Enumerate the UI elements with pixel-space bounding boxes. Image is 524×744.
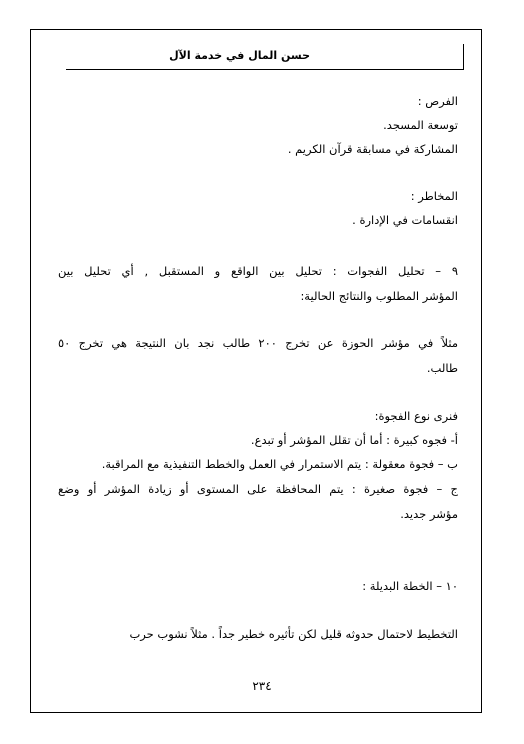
list-item-c: ج – فجوة صغيرة : يتم المحافظة على المستوى أو زيادة المؤشر أو وضع [58, 482, 458, 496]
page-number: ٢٣٤ [252, 679, 272, 693]
text-line: التخطيط لاحتمال حدوثه قليل لكن تأثيره خطير جداً . مثلاً نشوب حرب [129, 627, 458, 641]
body-text [58, 0, 458, 744]
text-line: طالب. [426, 361, 458, 375]
list-item-b: ب – فجوة معقولة : يتم الاستمرار في العمل والخطط التنفيذية مع المراقبة. [101, 457, 458, 471]
section-heading-opportunities: الفرص : [417, 94, 458, 108]
text-line: انقسامات في الإدارة . [352, 213, 458, 227]
list-item-a: أ- فجوه كبيرة : أما أن تقلل المؤشر أو تبدع. [250, 433, 458, 447]
text-line: المشاركة في مسابقة قرآن الكريم . [287, 142, 458, 156]
text-line: مؤشر جديد. [400, 507, 458, 521]
text-line: فنرى نوع الفجوة: [374, 409, 458, 423]
section-heading-risks: المخاطر : [410, 189, 458, 203]
running-header-title: حسن المال في خدمة الآل [169, 49, 310, 62]
text-line: مثلاً في مؤشر الحوزة عن تخرج ٢٠٠ طالب نجد بان النتيجة هي تخرج ٥٠ [58, 336, 458, 350]
numbered-item-10: ١٠ – الخطة البديلة : [362, 579, 458, 593]
text-line: توسعة المسجد. [383, 118, 458, 132]
numbered-item-9: ٩ – تحليل الفجوات : تحليل بين الواقع و المستقبل , أي تحليل بين [58, 264, 458, 278]
header-rule-end [463, 44, 464, 70]
text-line: المؤشر المطلوب والنتائج الحالية: [300, 289, 458, 303]
